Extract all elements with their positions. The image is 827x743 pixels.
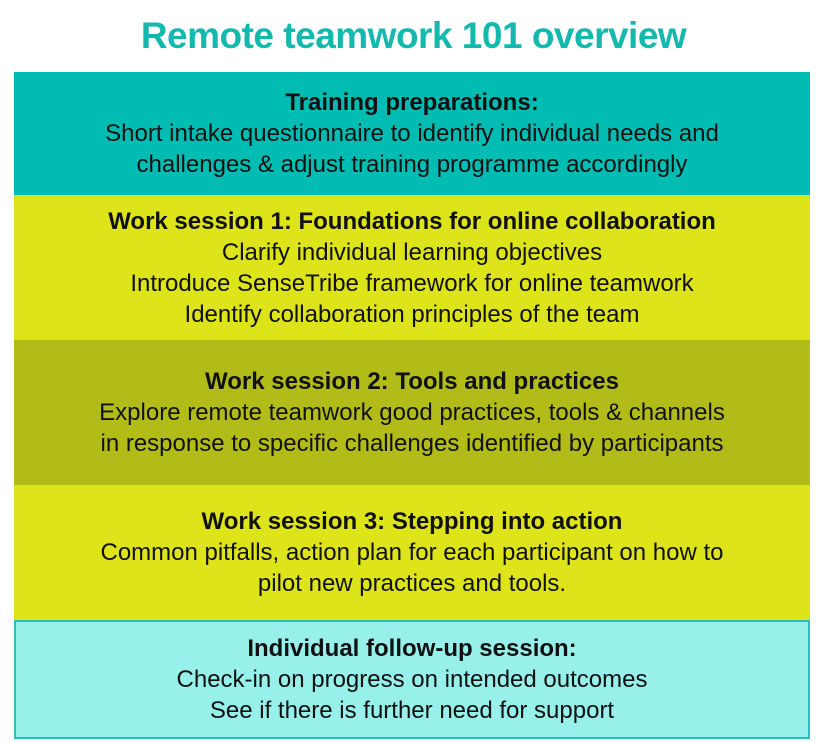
section-line: Introduce SenseTribe framework for online teamwork [130, 269, 694, 297]
section-heading: Training preparations: [285, 89, 539, 116]
section-line: Check-in on progress on intended outcomes [176, 666, 648, 693]
section-individual-follow-up [14, 620, 810, 739]
section-line: Short intake questionnaire to identify individual needs and [105, 120, 719, 147]
section-training-preparations [14, 72, 810, 195]
section-heading: Work session 1: Foundations for online collaboration [108, 207, 716, 235]
section-line: pilot new practices and tools. [257, 570, 567, 597]
section-line: Common pitfalls, action plan for each participant on how to [100, 539, 724, 566]
section-line: See if there is further need for support [209, 697, 615, 724]
section-heading: Individual follow-up session: [247, 635, 577, 662]
section-work-session-2 [14, 340, 810, 485]
section-line: in response to specific challenges identified by participants [100, 430, 724, 457]
section-work-session-3 [14, 485, 810, 620]
section-line: Explore remote teamwork good practices, tools & channels [99, 399, 725, 426]
section-line: Identify collaboration principles of the team [184, 300, 640, 328]
section-line: challenges & adjust training programme accordingly [136, 151, 688, 178]
section-work-session-1 [14, 195, 810, 340]
page-title: Remote teamwork 101 overview [140, 15, 687, 56]
section-line: Clarify individual learning objectives [221, 238, 603, 266]
overview-stack [14, 72, 810, 739]
section-heading: Work session 3: Stepping into action [201, 508, 623, 535]
section-heading: Work session 2: Tools and practices [205, 368, 619, 395]
